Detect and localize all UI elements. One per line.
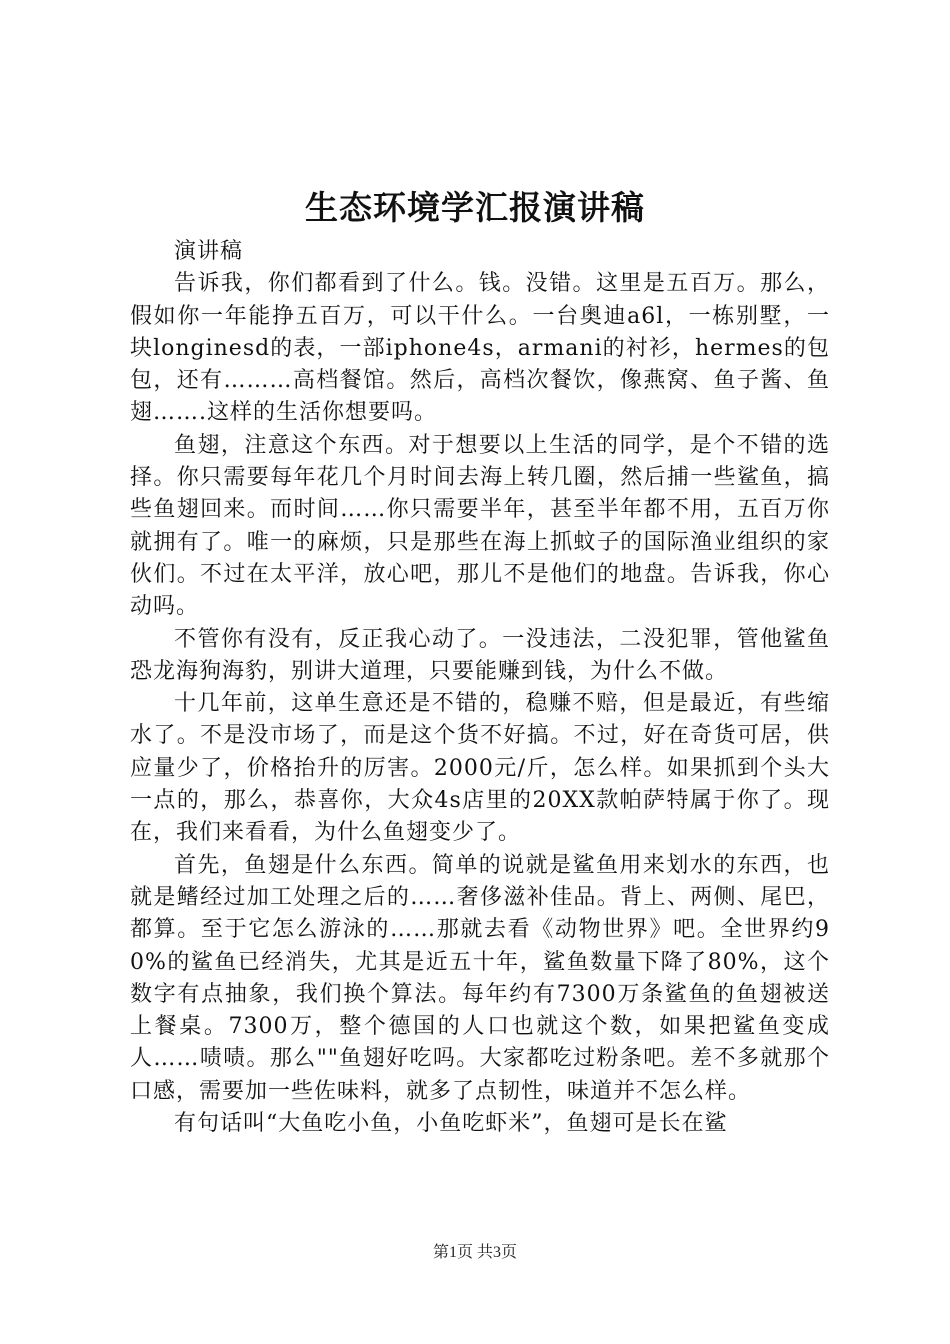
document-body <box>130 236 830 1140</box>
paragraph: 鱼翅，注意这个东西。对于想要以上生活的同学，是个不错的选择。你只需要每年花几个月时间去海上转几圈，然后捕一些鲨鱼，搞些鱼翅回来。而时间……你只需要半年，甚至半年都不用，五百万你就拥有了。唯一的麻烦，只是那些在海上抓蚊子的国际渔业组织的家伙们。不过在太平洋，放心吧，那儿不是他们的地盘。告诉我，你心动吗。 <box>130 432 830 620</box>
paragraph: 首先，鱼翅是什么东西。简单的说就是鲨鱼用来划水的东西，也就是鳍经过加工处理之后的……奢侈滋补佳品。背上、两侧、尾巴，都算。至于它怎么游泳的……那就去看《动物世界》吧。全世界约90%的鲨鱼已经消失，尤其是近五十年，鲨鱼数量下降了80%，这个数字有点抽象，我们换个算法。每年约有7300万条鲨鱼的鱼翅被送上餐桌。7300万，整个德国的人口也就这个数，如果把鲨鱼变成人……啧啧。那么""鱼翅好吃吗。大家都吃过粉条吧。差不多就那个口感，需要加一些佐味料，就多了点韧性，味道并不怎么样。 <box>130 852 830 1104</box>
paragraph: 十几年前，这单生意还是不错的，稳赚不赔，但是最近，有些缩水了。不是没市场了，而是这个货不好搞。不过，好在奇货可居，供应量少了，价格抬升的厉害。2000元/斤，怎么样。如果抓到个头大一点的，那么，恭喜你，大众4s店里的20XX款帕萨特属于你了。现在，我们来看看，为什么鱼翅变少了。 <box>130 691 830 846</box>
page-number-footer: 第1页 共3页 <box>432 1244 517 1261</box>
paragraph: 有句话叫“大鱼吃小鱼，小鱼吃虾米”，鱼翅可是长在鲨 <box>174 1111 728 1137</box>
document-title: 生态环境学汇报演讲稿 <box>305 188 645 227</box>
paragraph: 不管你有没有，反正我心动了。一没违法，二没犯罪，管他鲨鱼恐龙海狗海豹，别讲大道理，只要能赚到钱，为什么不做。 <box>130 626 830 684</box>
paragraph: 告诉我，你们都看到了什么。钱。没错。这里是五百万。那么，假如你一年能挣五百万，可以干什么。一台奥迪a6l，一栋别墅，一块longinesd的表，一部iphone4s，armani的衬衫，hermes的包包，还有………高档餐馆。然后，高档次餐饮，像燕窝、鱼子酱、鱼翅…….这样的生活你想要吗。 <box>130 271 830 426</box>
paragraph: 演讲稿 <box>174 239 244 264</box>
